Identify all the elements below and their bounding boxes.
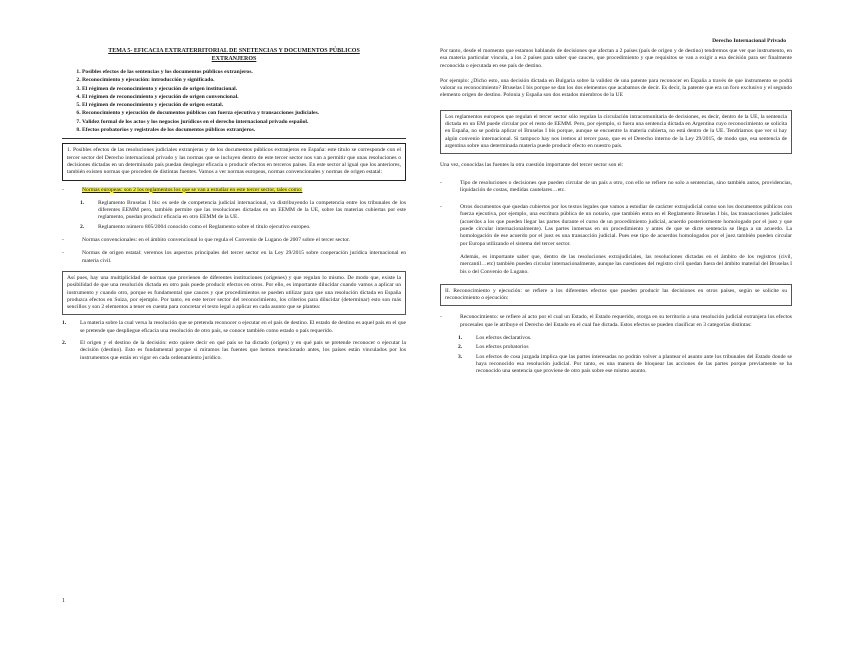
list-text: Reglamento número 805/2004 conocido como el Reglamento sobre el título ejecutivo europeo. (98, 223, 311, 230)
page-number: 1 (62, 598, 65, 604)
section-box-criteria: Así pues, hay una multiplicidad de normas que provienen de diferentes instituciones (orígenes) y que regulan lo mismo. De modo que, existe la posibilidad de que una resolución dictada en otro país puede producir efectos en otros. Por ello, es importante dilucidar cuando vamos a aplicar un instrumento y cuando otro, porque es fundamental que cauces y que procedimientos se pueden utilizar para que una resolución dictada en España produzca efectos en Suiza, por ejemplo. Por tanto, en este tercer sector del reconocimiento, los criterios para dilucidar (determinar) esto son más sencillos y son 2 elementos a tener en cuenta para concretar el texto legal a aplicar en cada asunto que se plantea: (62, 271, 406, 315)
list-number: 1. (80, 199, 85, 206)
bullet-text: Normas convencionales: en el ámbito convencional lo que regula el Convenio de Lugano de 2007 sobre el tercer sector. (82, 237, 350, 244)
index-item: 5. El régimen de reconocimiento y ejecución de origen estatal. (82, 102, 406, 109)
index-item: 2. Reconocimiento y ejecución: introducción y significado. (82, 77, 406, 84)
paragraph: Además, es importante saber que, dentro de las resoluciones extrajudiciales, las resoluciones dictadas en el ámbito de los registros (civil, mercantil…etc) también pueden circular internacionalmente, aunque las cuestiones del registro civil quedan fuera del ámbito material del Bruselas I bis o del Convenio de Lugano. (460, 253, 792, 275)
paragraph-example: Por ejemplo: ¿Dicho esto, una decisión dictada en Bulgaria sobre la validez de una patente para reconocer en España a través de que instrumento se podrá valorar su reconocimiento? Bruselas I bis porque se dan los dos elementos que acabamos de decir. Es decir, la patente que era un foro exclusivo y el segundo elemento origen de destino. Polonia y España son dos estados miembros de la UE (440, 77, 792, 99)
document-title: TEMA 5- EFICACIA EXTRATERRITORIAL DE SNETENCIAS Y DOCUMENTOS PÚBLICOS EXTRANJEROS (108, 48, 360, 62)
list-text: Los efectos declarativos. (476, 335, 532, 342)
criterion-item (62, 320, 406, 335)
regulation-list (80, 200, 406, 231)
section-box-european-regulations: Los reglamentos europeos que regulan el tercer sector sólo regulan la circulación intracomunitaria de decisiones, es decir, dentro de la UE, la sentencia dictada en un EM puede circular por el resto de EEMM. Pero, por ejemplo, si fuera una sentencia dictada en Argentina cuyo reconocimiento se solicita en España, no se podría aplicar el Bruselas I bis porque, aunque se encuentre la materia cubierta, no está dentro de la UE. Tendríamos que ver si hay algún convenio internacional. Si tampoco hay nos iremos al tercer paso, que es el Derecho interno de la Ley 29/2015, de modo que, esa sentencia de argentina sobre una determinada materia puede producir efecto en nuestro país. (440, 110, 792, 154)
bullet-text: Otros documentos que quedan cubiertos por los textos legales que vamos a estudiar de carácter extrajudicial como son los documentos públicos con fuerza ejecutiva, por ejemplo, una escritura pública de un notario, que también entra en el Reglamento Bruselas I bis, las transacciones judiciales (acuerdos a los que pueden llegar las partes durante el curso de un procedimiento judicial, acuerdo posteriormente homologado por el juez y que puede circular internacionalmente). Las partes inmersas en un procedimiento y antes de que se dicte sentencia se llega a un acuerdo. La homologación de ese acuerdo por el juez es una transacción judicial. Pues ese tipo de acuerdos homologados por el juez también pueden circular por Europa utilizando el sistema del tercer sector. (460, 204, 792, 247)
list-number: 3. (458, 353, 463, 360)
section-box-recognition: II. Reconocimiento y ejecución: se refiere a los diferentes efectos que pueden producir las decisiones en otros países, según se solicite su reconocimiento o ejecución: (440, 284, 792, 307)
paragraph: Por tanto, desde el momento que estamos hablando de decisiones que afectan a 2 países (país de origen y de destino) tendremos que ver que instrumento, en esa materia particular vincula, a los 2 países para saber que cauces, que procedimiento y que requisitos se van a exigir a esa decisión para ser finalmente reconocida o ejecutada en ese país de destino. (440, 48, 792, 69)
list-text: Los efectos de cosa juzgada implica que las partes interesadas no podrán volver a plantear el asunto ante los tribunales del Estado donde se haya reconocido esa resolución judicial. Por tanto, es una manera de bloquear las acciones de las partes porque previamente se ha reconocido una sentencia que proviene de otro país sobre ese mismo asunto. (476, 353, 792, 375)
list-item (80, 224, 406, 231)
left-column (62, 44, 406, 367)
index-item: 3. El régimen de reconocimiento y ejecución de origen institucional. (82, 86, 406, 93)
bullet-european-norms (62, 187, 406, 194)
index-item: 7. Validez formal de los actos y los negocios jurídicos en el derecho internacional privado español. (82, 119, 406, 126)
index-item: 1. Posibles efectos de las sentencias y los documentos públicos extranjeros. (82, 69, 406, 76)
right-column (440, 42, 792, 379)
criterion-item (62, 340, 406, 362)
section-box-effects: 1. Posibles efectos de las resoluciones judiciales extranjeras y de los documentos públicos extranjeros en España: este título se corresponde con el tercer sector del Derecho internacional privado y las normas que se incluyen dentro de este tercer sector nos van a permitir que unas resoluciones o decisiones dictadas en un determinado país puedan desplegar eficacia o producir efectos en terceros países. En este sector al igual que los anteriores, también existen normas que proceden de distintas fuentes. Vamos a ver normas europeas, normas convencionales y normas de origen estatal: (62, 143, 406, 180)
paragraph: Una vez, conocidas las fuentes la otra cuestión importante del tercer sector son el: (440, 162, 624, 169)
bullet-conventional-norms (62, 237, 406, 244)
list-item (458, 354, 792, 376)
list-item (458, 335, 792, 342)
running-header: Derecho Internacional Privado (712, 38, 786, 44)
effects-list (458, 335, 792, 375)
list-item (80, 200, 406, 222)
list-item (458, 344, 792, 351)
bullet-other-documents (440, 204, 792, 248)
bullet-state-norms (62, 250, 406, 265)
criterion-number: 1. (62, 320, 67, 327)
bullet-decision-types (440, 180, 792, 195)
criterion-number: 2. (62, 340, 67, 347)
bullet-text: Tipo de resoluciones o decisiones que pueden circular de un país a otro, con ello se refiere no solo a sentencias, sino también autos, providencias, liquidación de costas, medidas cautelares…etc. (460, 179, 792, 193)
list-number: 1. (458, 335, 463, 342)
list-number: 2. (80, 223, 85, 230)
list-number: 2. (458, 344, 463, 351)
divider (62, 138, 406, 139)
criterion-text: La materia sobre la cual versa la resolución que se pretenda reconocer o ejecutar en el país de destino. El estado de destino es aquel país en el que se pretende que despliegue eficacia una resolución de otro país, se conoce también como estado o país requerido. (80, 320, 407, 334)
bullet-text: Reconocimiento: se refiere al acto por el cual un Estado, el Estado requerido, otorga en su territorio a una resolución judicial extranjera los efectos procesales que le atribuye el Derecho del Estado en el cual fue dictada. Estos efectos se pueden clasificar en 3 categorías distintas: (460, 314, 792, 328)
index-item: 8. Efectos probatorios y registrales de los documentos públicos extranjeros. (82, 127, 406, 134)
topic-index (62, 69, 406, 134)
bullet-recognition (440, 314, 792, 329)
list-text: Los efectos probatorios (476, 344, 529, 351)
bullet-text: Normas europeas: son 2 los reglamentos los que se van a estudiar en este tercer sector, tales como: (82, 186, 303, 193)
bullet-text: Normas de origen estatal: veremos los aspectos principales del tercer sector en la Ley 29/2015 sobre cooperación jurídica internacional en materia civil. (82, 250, 406, 264)
list-text: Reglamento Bruselas I bis: es sede de competencia judicial internacional, va distribuyendo la competencia entre los tribunales de los diferentes EEMM pero, también permite que las resoluciones dictadas en un EEMM de la UE, sobre las materias cubiertas por este reglamento, puedan producir eficacia en otro EEMM de la UE. (98, 199, 406, 221)
index-item: 4. El régimen de reconocimiento y ejecución de origen convencional. (82, 94, 406, 101)
index-item: 6. Reconocimiento y ejecución de documentos públicos con fuerza ejecutiva y transacciones judiciales. (82, 110, 406, 117)
criterion-text: El origen y el destino de la decisión: esto quiere decir en qué país se ha dictado (origen) y en qué país se pretende reconocer o ejecutar la decisión (destino). Esto es fundamental porque si miramos las fuentes que hemos mencionado antes, los países están vinculados por los instrumentos que están en vigor en cada ordenamiento jurídico. (80, 340, 406, 361)
